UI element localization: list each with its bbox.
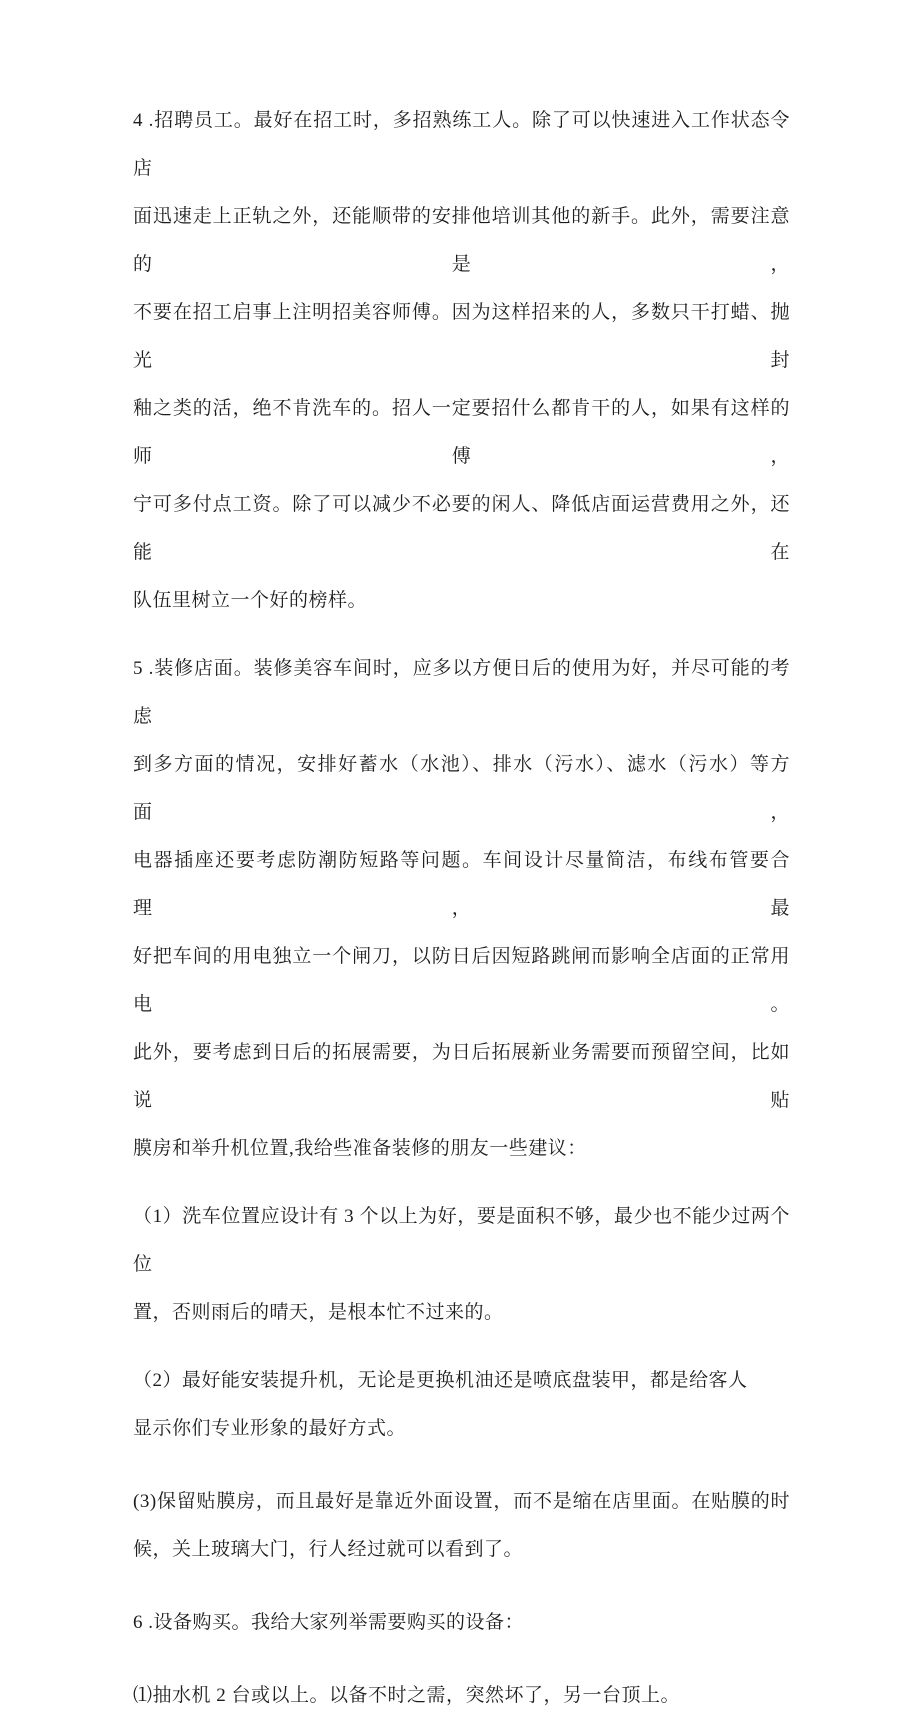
text-line: 此外，要考虑到日后的拓展需要，为日后拓展新业务需要而预留空间，比如说贴 — [133, 1042, 790, 1111]
paragraph-advice-2-lift — [133, 1357, 790, 1453]
text-line: 好把车间的用电独立一个闸刀，以防日后因短路跳闸而影响全店面的正常用电。 — [133, 946, 790, 1015]
text-line: (3)保留贴膜房，而且最好是靠近外面设置，而不是缩在店里面。在贴膜的时 — [133, 1491, 790, 1512]
text-line: 面迅速走上正轨之外，还能顺带的安排他培训其他的新手。此外，需要注意的是， — [133, 206, 790, 275]
text-line: （2）最好能安装提升机，无论是更换机油还是喷底盘装甲，都是给客人 — [133, 1370, 748, 1391]
text-line: ⑴抽水机 2 台或以上。以备不时之需，突然坏了，另一台顶上。 — [133, 1685, 681, 1706]
text-line: 电器插座还要考虑防潮防短路等问题。车间设计尽量简洁，布线布管要合理，最 — [133, 850, 790, 919]
text-line: 4 .招聘员工。最好在招工时，多招熟练工人。除了可以快速进入工作状态令店 — [133, 110, 790, 179]
text-line: 置，否则雨后的晴天，是根本忙不过来的。 — [133, 1302, 504, 1323]
text-line: 显示你们专业形象的最好方式。 — [133, 1418, 407, 1439]
paragraph-equipment-1-water-pumps — [133, 1672, 790, 1720]
text-line: 膜房和举升机位置,我给些准备装修的朋友一些建议： — [133, 1138, 587, 1159]
text-line: 5 .装修店面。装修美容车间时，应多以方便日后的使用为好，并尽可能的考虑 — [133, 658, 790, 727]
paragraph-advice-3-film-room — [133, 1478, 790, 1574]
paragraph-advice-1-wash-bays — [133, 1193, 790, 1337]
paragraph-6-equipment — [133, 1599, 790, 1647]
paragraph-5-renovate-shop — [133, 645, 790, 1173]
text-line: 6 .设备购买。我给大家列举需要购买的设备： — [133, 1612, 525, 1633]
paragraph-4-recruit-staff — [133, 97, 790, 625]
text-line: 队伍里树立一个好的榜样。 — [133, 590, 368, 611]
text-line: 釉之类的活，绝不肯洗车的。招人一定要招什么都肯干的人，如果有这样的师傅， — [133, 398, 790, 467]
text-line: （1）洗车位置应设计有 3 个以上为好，要是面积不够，最少也不能少过两个位 — [133, 1206, 790, 1275]
text-line: 候，关上玻璃大门，行人经过就可以看到了。 — [133, 1539, 524, 1560]
text-line: 到多方面的情况，安排好蓄水（水池）、排水（污水）、滤水（污水）等方面， — [133, 754, 790, 823]
text-line: 宁可多付点工资。除了可以减少不必要的闲人、降低店面运营费用之外，还能在 — [133, 494, 790, 563]
text-line: 不要在招工启事上注明招美容师傅。因为这样招来的人，多数只干打蜡、抛光封 — [133, 302, 790, 371]
